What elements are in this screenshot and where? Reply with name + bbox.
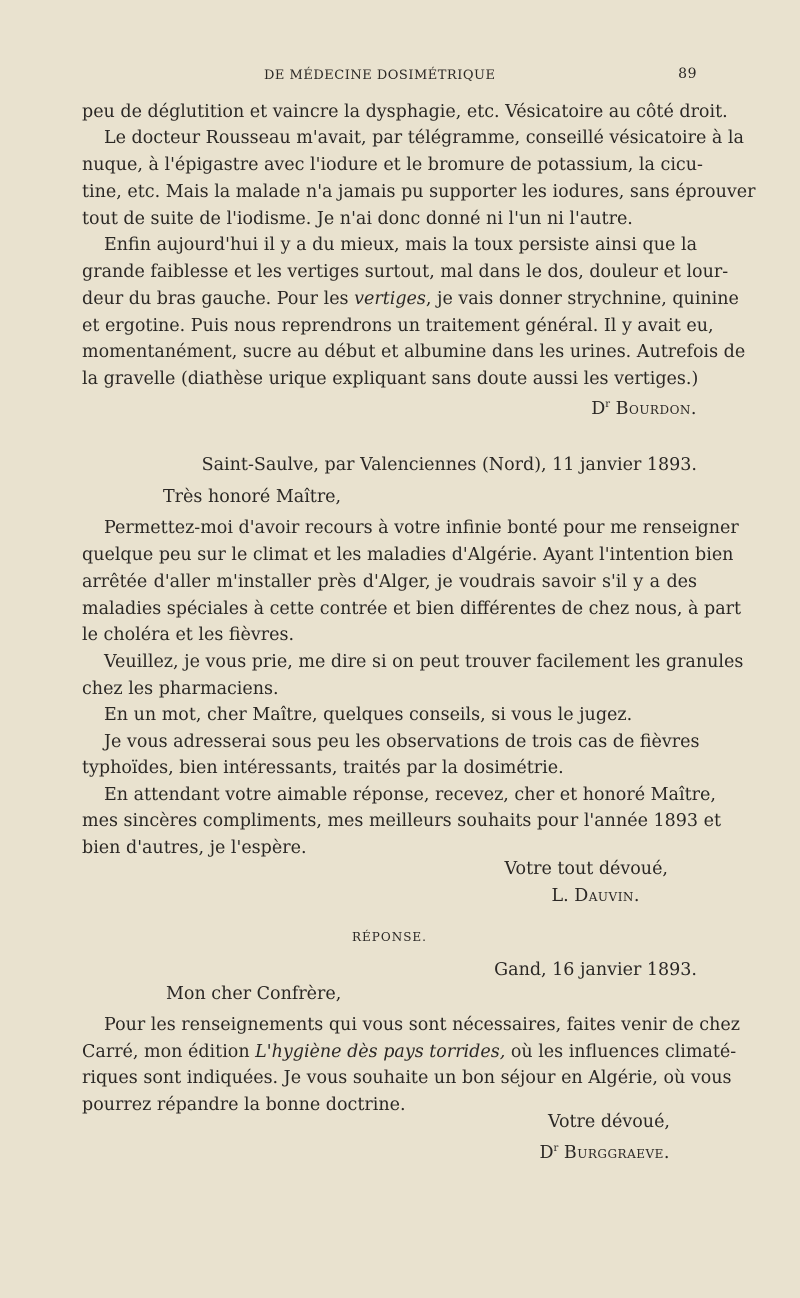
text-line: tine, etc. Mais la malade n'a jamais pu supporter les iodures, sans éprouver [82,182,756,202]
text-line: chez les pharmaciens. [82,679,279,699]
text-line: maladies spéciales à cette contrée et bien différentes de chez nous, à part [82,599,742,619]
text-line: mes sincères compliments, mes meilleurs souhaits pour l'année 1893 et [82,811,721,831]
text-line: nuque, à l'épigastre avec l'iodure et le bromure de potassium, la cicu- [82,155,703,175]
text-line: En attendant votre aimable réponse, recevez, cher et honoré Maître, [104,785,716,805]
text-line: En un mot, cher Maître, quelques conseils, si vous le jugez. [104,705,633,725]
signature-dauvin: L. Dauvin. [551,886,640,906]
text-line: momentanément, sucre au début et albumine dans les urines. Autrefois de [82,342,746,362]
text-line: deur du bras gauche. Pour les vertiges, je vais donner strychnine, quinine [82,289,739,309]
closing: Votre tout dévoué, [504,859,668,879]
text-line: le choléra et les fièvres. [82,625,295,645]
text-line: la gravelle (diathèse urique expliquant sans doute aussi les vertiges.) [82,369,699,389]
text-line: Carré, mon édition L'hygiène dès pays torrides, où les influences climaté- [82,1042,737,1062]
text-line: Veuillez, je vous prie, me dire si on peut trouver facilement les granules [104,652,744,672]
text-line: arrêtée d'aller m'installer près d'Alger, je voudrais savoir s'il y a des [82,572,697,592]
running-header [82,64,697,86]
dateline-gand: Gand, 16 janvier 1893. [494,960,697,980]
salutation: Très honoré Maître, [163,487,342,507]
signature-bourdon: $D^r$ Bourdon. [591,398,697,419]
running-title: DE MÉDECINE DOSIMÉTRIQUE [264,68,496,83]
text-line: Le docteur Rousseau m'avait, par télégramme, conseillé vésicatoire à la [104,128,744,148]
text-line: typhoïdes, bien intéressants, traités par la dosimétrie. [82,758,564,778]
text-line: riques sont indiquées. Je vous souhaite un bon séjour en Algérie, où vous [82,1068,732,1088]
page-number: 89 [678,66,697,82]
text-line: quelque peu sur le climat et les maladies d'Algérie. Ayant l'intention bien [82,545,734,565]
text-line: Enfin aujourd'hui il y a du mieux, mais la toux persiste ainsi que la [104,235,697,255]
closing: Votre dévoué, [547,1112,670,1132]
text-line: peu de déglutition et vaincre la dysphagie, etc. Vésicatoire au côté droit. [82,102,728,122]
text-line: grande faiblesse et les vertiges surtout, mal dans le dos, douleur et lour- [82,262,729,282]
reply-heading: RÉPONSE. [351,930,427,944]
text-line: Je vous adresserai sous peu les observations de trois cas de fièvres [104,732,700,752]
salutation: Mon cher Confrère, [166,984,342,1004]
book-title: L'hygiène dès pays torrides, [255,1042,506,1062]
text-line: et ergotine. Puis nous reprendrons un traitement général. Il y avait eu, [82,316,714,336]
text-line: bien d'autres, je l'espère. [82,838,307,858]
signature-burggraeve: $D^r$ Burggraeve. [539,1142,670,1163]
text-line: Pour les renseignements qui vous sont nécessaires, faites venir de chez [104,1015,740,1035]
text-line: tout de suite de l'iodisme. Je n'ai donc donné ni l'un ni l'autre. [82,209,633,229]
text-line: pourrez répandre la bonne doctrine. [82,1095,406,1115]
text-line: Permettez-moi d'avoir recours à votre infinie bonté pour me renseigner [104,518,739,538]
italic-term: vertiges [354,289,426,309]
dateline-saint-saulve: Saint-Saulve, par Valenciennes (Nord), 11 janvier 1893. [201,455,697,475]
